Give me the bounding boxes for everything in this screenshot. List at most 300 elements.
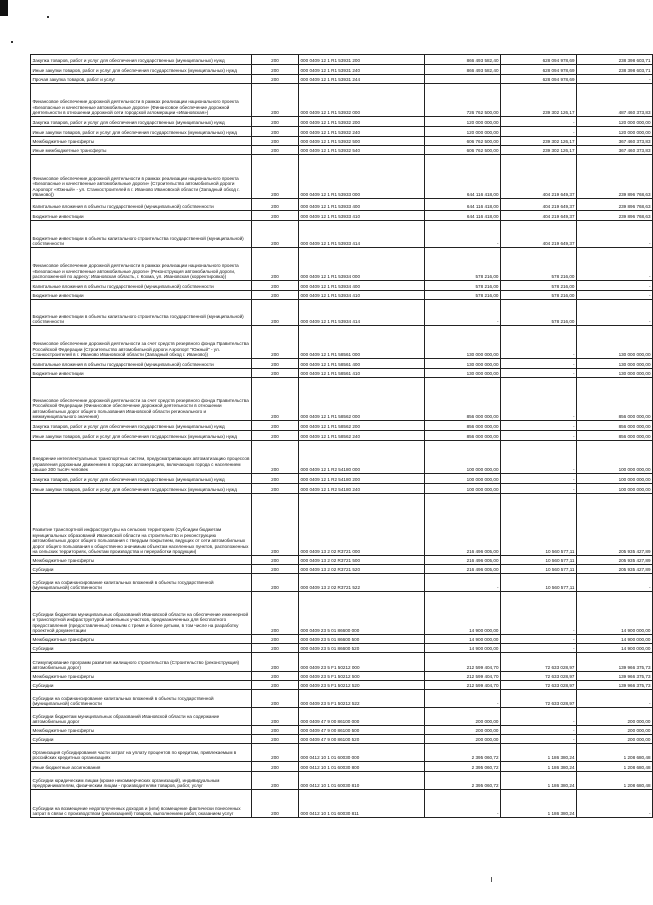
cell-kbk: 000 0409 23 5 F1 50212 500 [299, 672, 425, 681]
cell-c: 367 460 373,83 [577, 146, 653, 155]
cell-kbk: 000 0409 12 1 R1 53931 240 [299, 65, 425, 75]
cell-b: - [501, 708, 577, 726]
cell-name: Иные закупки товаров, работ и услуг для обеспечения государственных (муниципальных) нужд [31, 65, 252, 75]
cell-a: 606 762 500,00 [425, 137, 501, 146]
table-row [31, 137, 653, 146]
cell-name: Субсидии [31, 565, 252, 574]
cell-kbk: 000 0412 10 1 01 60030 810 [299, 772, 425, 790]
cell-c: 130 000 000,00 [577, 359, 653, 369]
cell-a: 14 900 000,00 [425, 592, 501, 635]
cell-b: - [501, 474, 577, 484]
cell-a: - [425, 574, 501, 592]
cell-b: - [501, 726, 577, 735]
cell-code: 200 [252, 221, 299, 248]
cell-kbk: 000 0409 47 9 00 86100 000 [299, 708, 425, 726]
cell-name: Субсидии юридическим лицам (кроме некоммерческих организаций), индивидуальным предпринимателям, физическим лицам - производителям товаров, работ, услуг [31, 772, 252, 790]
cell-name: Закупка товаров, работ и услуг для обеспечения государственных (муниципальных) нужд [31, 55, 252, 65]
table-row [31, 565, 653, 574]
cell-c: 200 000,00 [577, 708, 653, 726]
cell-b: 628 094 978,69 [501, 55, 577, 65]
cell-a: 100 000 000,00 [425, 474, 501, 484]
cell-name: Бюджетные инвестиции [31, 291, 252, 300]
scan-speck [47, 16, 49, 18]
cell-c: 130 000 000,00 [577, 326, 653, 359]
cell-b: - [501, 421, 577, 431]
cell-a: - [425, 221, 501, 248]
scan-mark [491, 877, 492, 882]
cell-c: 239 896 768,63 [577, 211, 653, 221]
cell-b: - [501, 117, 577, 127]
cell-kbk: 000 0409 12 1 R1 53934 410 [299, 291, 425, 300]
table-row [31, 300, 653, 326]
cell-code: 200 [252, 84, 299, 117]
cell-a: 14 900 000,00 [425, 644, 501, 653]
cell-b: 404 219 649,37 [501, 199, 577, 211]
cell-a: 200 000,00 [425, 735, 501, 744]
cell-b: - [501, 484, 577, 494]
cell-kbk: 000 0409 23 5 01 86600 520 [299, 644, 425, 653]
cell-code: 200 [252, 592, 299, 635]
cell-c: - [577, 690, 653, 708]
cell-c: 120 000 000,00 [577, 127, 653, 137]
cell-code: 200 [252, 735, 299, 744]
cell-code: 200 [252, 146, 299, 155]
cell-name: Закупка товаров, работ и услуг для обеспечения государственных (муниципальных) нужд [31, 474, 252, 484]
cell-code: 200 [252, 762, 299, 772]
cell-b: - [501, 359, 577, 369]
table-row [31, 494, 653, 556]
cell-c: - [577, 248, 653, 281]
cell-a: 14 900 000,00 [425, 635, 501, 644]
cell-kbk: 000 0409 12 1 R1 53931 244 [299, 75, 425, 84]
cell-name: Бюджетные инвестиции [31, 211, 252, 221]
cell-c: 14 900 000,00 [577, 644, 653, 653]
cell-a: 212 599 404,70 [425, 672, 501, 681]
cell-kbk: 000 0409 23 5 01 86600 000 [299, 592, 425, 635]
cell-b: - [501, 441, 577, 474]
cell-code: 200 [252, 644, 299, 653]
cell-c: 205 935 427,89 [577, 556, 653, 565]
cell-code: 200 [252, 359, 299, 369]
table-row [31, 474, 653, 484]
cell-code: 200 [252, 369, 299, 378]
table-row [31, 127, 653, 137]
cell-b: 239 302 126,17 [501, 84, 577, 117]
cell-c: - [577, 574, 653, 592]
table-row [31, 681, 653, 690]
cell-code: 200 [252, 565, 299, 574]
cell-name: Финансовое обеспечение дорожной деятельности за счет средств резервного фонда Правительства Российской Федерации (Строительство автомобильной дороги Аэропорт "Южный" - ул. Станкостроителей в г. Иваново Ивановской области (Западный обход г. Иваново)) [31, 326, 252, 359]
cell-name: Иные закупки товаров, работ и услуг для обеспечения государственных (муниципальных) нужд [31, 127, 252, 137]
cell-code: 200 [252, 556, 299, 565]
cell-kbk: 000 0409 13 2 02 R3721 500 [299, 556, 425, 565]
cell-code: 200 [252, 474, 299, 484]
table-row [31, 772, 653, 790]
cell-name: Закупка товаров, работ и услуг для обеспечения государственных (муниципальных) нужд [31, 117, 252, 127]
cell-b: 578 216,00 [501, 281, 577, 291]
cell-b: 578 216,00 [501, 291, 577, 300]
table-row [31, 65, 653, 75]
cell-name: Внедрение интеллектуальных транспортных систем, предусматривающих автоматизацию процессов управления дорожным движением в городских агломерациях, включающих города с населением свыше 300 тысяч человек [31, 441, 252, 474]
cell-c: - [577, 790, 653, 818]
cell-name: Капитальные вложения в объекты государственной (муниципальной) собственности [31, 199, 252, 211]
cell-kbk: 000 0409 12 1 R1 58561 400 [299, 359, 425, 369]
cell-code: 200 [252, 248, 299, 281]
cell-c: - [577, 281, 653, 291]
cell-name: Бюджетные инвестиции [31, 369, 252, 378]
cell-b: 72 633 028,97 [501, 681, 577, 690]
table-row [31, 211, 653, 221]
cell-name: Бюджетные инвестиции в объекты капитального строительства государственной (муниципальной) собственности [31, 300, 252, 326]
cell-code: 200 [252, 75, 299, 84]
cell-name: Капитальные вложения в объекты государственной (муниципальной) собственности [31, 281, 252, 291]
cell-a: 212 599 404,70 [425, 681, 501, 690]
cell-c: 139 966 375,73 [577, 653, 653, 672]
scan-corner-mark [0, 0, 8, 16]
cell-b: - [501, 326, 577, 359]
cell-kbk: 000 0409 12 1 R1 53933 410 [299, 211, 425, 221]
cell-kbk: 000 0409 12 1 R1 53934 400 [299, 281, 425, 291]
cell-code: 200 [252, 378, 299, 421]
cell-code: 200 [252, 65, 299, 75]
cell-b: 1 186 380,24 [501, 762, 577, 772]
scan-speck [11, 41, 13, 43]
table-row [31, 84, 653, 117]
cell-code: 200 [252, 431, 299, 441]
cell-a: - [425, 300, 501, 326]
cell-c: - [577, 300, 653, 326]
cell-a: 644 116 418,00 [425, 199, 501, 211]
cell-a: 216 496 005,00 [425, 494, 501, 556]
cell-code: 200 [252, 681, 299, 690]
cell-c: 139 966 375,73 [577, 672, 653, 681]
cell-code: 200 [252, 635, 299, 644]
table-row [31, 421, 653, 431]
table-body [31, 55, 653, 818]
cell-name: Иные закупки товаров, работ и услуг для обеспечения государственных (муниципальных) нужд [31, 431, 252, 441]
cell-kbk: 000 0412 10 1 01 60030 000 [299, 744, 425, 762]
table-row [31, 326, 653, 359]
cell-kbk: 000 0412 10 1 01 60030 800 [299, 762, 425, 772]
cell-c: 1 208 680,48 [577, 744, 653, 762]
cell-code: 200 [252, 672, 299, 681]
cell-c: 487 460 373,83 [577, 84, 653, 117]
table-row [31, 708, 653, 726]
cell-kbk: 000 0409 12 1 R2 54180 240 [299, 484, 425, 494]
cell-c: 120 000 000,00 [577, 117, 653, 127]
cell-b: - [501, 635, 577, 644]
cell-kbk: 000 0409 12 1 R1 53934 000 [299, 248, 425, 281]
cell-b: 1 186 380,24 [501, 744, 577, 762]
cell-b: 578 216,00 [501, 248, 577, 281]
table-row [31, 199, 653, 211]
cell-a: 130 000 000,00 [425, 369, 501, 378]
cell-a: 200 000,00 [425, 708, 501, 726]
cell-a: 856 000 000,00 [425, 431, 501, 441]
cell-c: 238 398 603,71 [577, 65, 653, 75]
cell-a: 2 395 060,72 [425, 744, 501, 762]
cell-name: Закупка товаров, работ и услуг для обеспечения государственных (муниципальных) нужд [31, 421, 252, 431]
cell-c: 205 935 427,89 [577, 494, 653, 556]
cell-name: Субсидии [31, 735, 252, 744]
cell-code: 200 [252, 421, 299, 431]
cell-c: 367 460 373,83 [577, 137, 653, 146]
table-row [31, 635, 653, 644]
cell-a: 216 496 005,00 [425, 556, 501, 565]
cell-kbk: 000 0409 12 1 R1 58562 000 [299, 378, 425, 421]
cell-c: 856 000 000,00 [577, 378, 653, 421]
table-row [31, 155, 653, 199]
cell-b: 10 560 577,11 [501, 494, 577, 556]
cell-a: 100 000 000,00 [425, 441, 501, 474]
cell-a: 644 116 418,00 [425, 155, 501, 199]
cell-b: 72 633 028,97 [501, 690, 577, 708]
cell-code: 200 [252, 155, 299, 199]
cell-code: 200 [252, 772, 299, 790]
cell-kbk: 000 0409 12 1 R1 53932 000 [299, 84, 425, 117]
cell-name: Субсидии на софинансирование капитальных вложений в объекты государственной (муниципальной) собственности [31, 690, 252, 708]
table-row [31, 75, 653, 84]
cell-kbk: 000 0409 12 1 R1 58561 000 [299, 326, 425, 359]
cell-name: Бюджетные инвестиции в объекты капитального строительства государственной (муниципальной) собственности [31, 221, 252, 248]
cell-code: 200 [252, 291, 299, 300]
table-row [31, 146, 653, 155]
table-row [31, 248, 653, 281]
cell-c: 1 208 680,48 [577, 762, 653, 772]
cell-c: 14 900 000,00 [577, 635, 653, 644]
cell-name: Развитие транспортной инфраструктуры на сельских территориях (Субсидии бюджетам муниципальных образований Ивановской области на строительство и реконструкцию автомобильных дорог общего пользования с твердым покрытием, ведущих от сети автомобильных дорог общего пользования к общественно значимым объектам населенных пунктов, расположенных на сельских территориях, объектам производства и переработки продукции) [31, 494, 252, 556]
table-row [31, 441, 653, 474]
cell-code: 200 [252, 199, 299, 211]
cell-b: 1 186 380,24 [501, 790, 577, 818]
table-row [31, 762, 653, 772]
table-row [31, 378, 653, 421]
cell-kbk: 000 0409 13 2 02 R3721 522 [299, 574, 425, 592]
table-row [31, 291, 653, 300]
cell-a: 216 496 005,00 [425, 565, 501, 574]
cell-b: - [501, 431, 577, 441]
cell-name: Субсидии [31, 681, 252, 690]
cell-kbk: 000 0409 12 1 R2 54180 200 [299, 474, 425, 484]
cell-name: Субсидии [31, 644, 252, 653]
table-row [31, 574, 653, 592]
cell-b: 578 216,00 [501, 300, 577, 326]
cell-name: Межбюджетные трансферты [31, 672, 252, 681]
cell-a: 120 000 000,00 [425, 127, 501, 137]
cell-c: 239 896 768,63 [577, 199, 653, 211]
cell-kbk: 000 0409 23 5 01 86600 500 [299, 635, 425, 644]
cell-b: 404 219 649,37 [501, 221, 577, 248]
cell-kbk: 000 0409 23 5 F1 50212 520 [299, 681, 425, 690]
cell-name: Иные межбюджетные трансферты [31, 146, 252, 155]
cell-name: Капитальные вложения в объекты государственной (муниципальной) собственности [31, 359, 252, 369]
cell-name: Межбюджетные трансферты [31, 635, 252, 644]
budget-execution-table [30, 54, 653, 818]
cell-c: - [577, 291, 653, 300]
cell-c: 100 000 000,00 [577, 441, 653, 474]
cell-name: Иные закупки товаров, работ и услуг для обеспечения государственных (муниципальных) нужд [31, 484, 252, 494]
cell-name: Субсидии бюджетам муниципальных образований Ивановской области на обеспечение инженерной и транспортной инфраструктурой земельных участков, предназначенных для бесплатного предоставления (предоставленных) семьям с тремя и более детьми, в том числе на разработку проектной документации [31, 592, 252, 635]
cell-name: Прочая закупка товаров, работ и услуг [31, 75, 252, 84]
cell-a: 120 000 000,00 [425, 117, 501, 127]
cell-kbk: 000 0409 12 1 R1 53933 414 [299, 221, 425, 248]
cell-b: 72 633 028,97 [501, 653, 577, 672]
cell-code: 200 [252, 326, 299, 359]
table-row [31, 359, 653, 369]
cell-c: 1 208 680,48 [577, 772, 653, 790]
cell-a: 2 395 060,72 [425, 772, 501, 790]
cell-c: 238 398 603,71 [577, 55, 653, 65]
cell-a: 130 000 000,00 [425, 326, 501, 359]
cell-b: - [501, 644, 577, 653]
cell-name: Финансовое обеспечение дорожной деятельности в рамках реализации национального проекта «Безопасные и качественные автомобильные дороги» (Финансовое обеспечение дорожной деятельности в отношении дорожной сети городской агломерации «Ивановская») [31, 84, 252, 117]
cell-b: 10 560 577,11 [501, 556, 577, 565]
table-row [31, 221, 653, 248]
table-row [31, 281, 653, 291]
cell-name: Финансовое обеспечение дорожной деятельности в рамках реализации национального проекта «Безопасные и качественные автомобильные дороги» (Реконструкция автомобильной дороги, расположенной по адресу: Ивановская область, г. Кохма, ул. Ивановская (корректировка)) [31, 248, 252, 281]
cell-b: 628 094 978,69 [501, 75, 577, 84]
cell-code: 200 [252, 281, 299, 291]
table-row [31, 735, 653, 744]
cell-kbk: 000 0409 12 1 R1 58561 410 [299, 369, 425, 378]
cell-a: 726 762 500,00 [425, 84, 501, 117]
cell-a: - [425, 690, 501, 708]
cell-name: Межбюджетные трансферты [31, 726, 252, 735]
cell-c: 139 966 375,73 [577, 681, 653, 690]
cell-code: 200 [252, 726, 299, 735]
cell-a [425, 75, 501, 84]
cell-b: 239 302 126,17 [501, 146, 577, 155]
cell-b: 72 633 028,97 [501, 672, 577, 681]
table-row [31, 744, 653, 762]
cell-kbk: 000 0409 12 1 R1 58562 240 [299, 431, 425, 441]
cell-c: 205 935 427,89 [577, 565, 653, 574]
cell-b: - [501, 378, 577, 421]
cell-kbk: 000 0409 12 1 R1 53932 500 [299, 137, 425, 146]
cell-a: 200 000,00 [425, 726, 501, 735]
cell-kbk: 000 0409 12 1 R1 53932 540 [299, 146, 425, 155]
cell-code: 200 [252, 211, 299, 221]
table-row [31, 369, 653, 378]
cell-c: 200 000,00 [577, 726, 653, 735]
cell-a: 606 762 500,00 [425, 146, 501, 155]
table-row [31, 672, 653, 681]
cell-b: 404 219 649,37 [501, 155, 577, 199]
cell-name: Организация субсидирования части затрат на уплату процентов по кредитам, привлекаемым в российских кредитных организациях [31, 744, 252, 762]
cell-name: Субсидии на софинансирование капитальных вложений в объекты государственной (муниципальной) собственности [31, 574, 252, 592]
cell-code: 200 [252, 441, 299, 474]
table-row [31, 431, 653, 441]
cell-code: 200 [252, 137, 299, 146]
cell-a: 100 000 000,00 [425, 484, 501, 494]
cell-name: Финансовое обеспечение дорожной деятельности за счет средств резервного фонда Правительства Российской Федерации (Финансовое обеспечение дорожной деятельности в отношении автомобильных дорог общего пользования Ивановской области регионального и межмуниципального значения) [31, 378, 252, 421]
cell-c: 200 000,00 [577, 735, 653, 744]
cell-b: 239 302 126,17 [501, 137, 577, 146]
cell-code: 200 [252, 653, 299, 672]
cell-name: Иные бюджетные ассигнования [31, 762, 252, 772]
cell-c: 856 000 000,00 [577, 421, 653, 431]
table-row [31, 653, 653, 672]
cell-kbk: 000 0409 12 1 R1 53933 000 [299, 155, 425, 199]
cell-kbk: 000 0409 12 1 R1 53932 240 [299, 127, 425, 137]
cell-code: 200 [252, 708, 299, 726]
cell-c: 100 000 000,00 [577, 474, 653, 484]
cell-kbk: 000 0409 23 5 F1 50212 000 [299, 653, 425, 672]
cell-kbk: 000 0412 10 1 01 60030 811 [299, 790, 425, 818]
cell-code: 200 [252, 127, 299, 137]
cell-kbk: 000 0409 13 2 02 R3721 520 [299, 565, 425, 574]
cell-code: 200 [252, 744, 299, 762]
cell-code: 200 [252, 574, 299, 592]
table-row [31, 55, 653, 65]
cell-c: - [577, 221, 653, 248]
cell-name: Субсидии на возмещение недополученных доходов и (или) возмещение фактически понесенных затрат в связи с производством (реализацией) товаров, выполнением работ, оказанием услуг [31, 790, 252, 818]
cell-code: 200 [252, 117, 299, 127]
cell-c: 239 896 768,63 [577, 155, 653, 199]
cell-b: - [501, 735, 577, 744]
cell-code: 200 [252, 484, 299, 494]
table-row [31, 592, 653, 635]
cell-code: 200 [252, 690, 299, 708]
cell-code: 200 [252, 790, 299, 818]
cell-c: 130 000 000,00 [577, 369, 653, 378]
cell-b: 628 094 978,69 [501, 65, 577, 75]
cell-a: - [425, 790, 501, 818]
cell-kbk: 000 0409 23 5 F1 50212 522 [299, 690, 425, 708]
cell-name: Финансовое обеспечение дорожной деятельности в рамках реализации национального проекта «Безопасные и качественные автомобильные дороги» (Строительство автомобильной дороги Аэропорт «Южный» - ул. Станкостроителей в г. Иваново Ивановской области (Западный обход г. Иваново)) [31, 155, 252, 199]
cell-c: 14 900 000,00 [577, 592, 653, 635]
cell-b: 10 560 577,11 [501, 565, 577, 574]
cell-code: 200 [252, 494, 299, 556]
cell-a: 578 216,00 [425, 248, 501, 281]
cell-b: - [501, 369, 577, 378]
cell-kbk: 000 0409 47 9 00 86100 520 [299, 735, 425, 744]
cell-kbk: 000 0409 12 1 R1 53933 400 [299, 199, 425, 211]
table-row [31, 790, 653, 818]
cell-b: - [501, 127, 577, 137]
cell-a: 866 493 582,40 [425, 55, 501, 65]
cell-kbk: 000 0409 12 1 R1 53931 200 [299, 55, 425, 65]
cell-name: Стимулирование программ развития жилищного строительства (Строительство (реконструкция) автомобильных дорог) [31, 653, 252, 672]
cell-kbk: 000 0409 12 1 R1 53934 414 [299, 300, 425, 326]
table-row [31, 644, 653, 653]
cell-a: 856 000 000,00 [425, 421, 501, 431]
cell-b: - [501, 592, 577, 635]
cell-kbk: 000 0409 12 1 R1 53932 200 [299, 117, 425, 127]
cell-a: 856 000 000,00 [425, 378, 501, 421]
cell-kbk: 000 0409 47 9 00 86100 500 [299, 726, 425, 735]
cell-kbk: 000 0409 13 2 02 R3721 000 [299, 494, 425, 556]
cell-a: 866 493 582,40 [425, 65, 501, 75]
cell-a: 130 000 000,00 [425, 359, 501, 369]
cell-a: 212 599 404,70 [425, 653, 501, 672]
cell-c: - [577, 75, 653, 84]
cell-kbk: 000 0409 12 1 R1 58562 200 [299, 421, 425, 431]
table-row [31, 726, 653, 735]
cell-b: 404 219 649,37 [501, 211, 577, 221]
cell-c: 856 000 000,00 [577, 431, 653, 441]
table-row [31, 556, 653, 565]
cell-code: 200 [252, 55, 299, 65]
table-row [31, 117, 653, 127]
table-row [31, 690, 653, 708]
cell-name: Межбюджетные трансферты [31, 137, 252, 146]
cell-name: Межбюджетные трансферты [31, 556, 252, 565]
cell-a: 578 216,00 [425, 281, 501, 291]
cell-a: 2 395 060,72 [425, 762, 501, 772]
table-row [31, 484, 653, 494]
cell-b: 1 186 380,24 [501, 772, 577, 790]
